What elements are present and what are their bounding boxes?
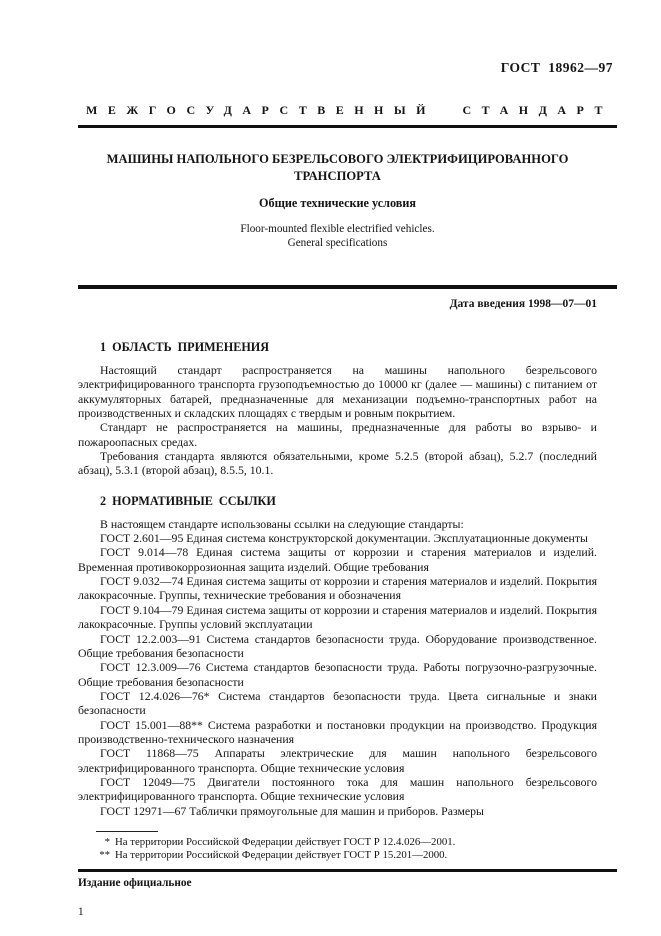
reference-item: ГОСТ 12971—67 Таблички прямоугольные для машин и приборов. Размеры: [100, 803, 484, 818]
reference-item: ГОСТ 12.4.026—76* Система стандартов безопасности труда. Цвета сигнальные и знаки безопасности: [78, 688, 597, 718]
reference-item: ГОСТ 12.3.009—76 Система стандартов безопасности труда. Работы погрузочно-разгрузочные. Общие требования безопасности: [78, 660, 597, 689]
reference-item: ГОСТ 9.104—79 Единая система защиты от коррозии и старения материалов и изделий. Покрытия лакокрасочные. Группы условий эксплуатации: [78, 602, 597, 632]
doc-number: ГОСТ 18962—97: [500, 60, 613, 75]
reference-item: ГОСТ 11868—75 Аппараты электрические для машин напольного безрельсового электрифицированного транспорта. Общие технические условия: [78, 746, 597, 775]
paragraph: Стандарт не распространяется на машины, предназначенные для работы во взрыво- и пожароопасных средах.: [78, 420, 597, 449]
paragraph: Требования стандарта являются обязательными, кроме 5.2.5 (второй абзац), 5.2.7 (последний абзац), 5.3.1 (второй абзац), 8.5.5, 10.1.: [78, 449, 597, 478]
paragraph: В настоящем стандарте использованы ссылки на следующие стандарты:: [100, 516, 464, 531]
header-rule: [78, 125, 617, 128]
effective-date: Дата введения 1998—07—01: [449, 298, 597, 310]
reference-item: ГОСТ 12.2.003—91 Система стандартов безопасности труда. Оборудование производственное. Общие требования безопасности: [78, 631, 597, 660]
reference-item: ГОСТ 12049—75 Двигатели постоянного тока для машин напольного безрельсового электрифицированного транспорта. Общие технические условия: [78, 774, 597, 804]
section-2-heading: 2 НОРМАТИВНЫЕ ССЫЛКИ: [100, 493, 276, 508]
subtitle-en-line: Floor-mounted flexible electrified vehicles.: [240, 223, 435, 235]
reference-item: ГОСТ 15.001—88** Система разработки и постановки продукции на производство. Продукция производственно-технического назначения: [78, 717, 597, 746]
footer-rule: [78, 869, 617, 872]
footnote: [78, 836, 597, 849]
mid-rule: [78, 285, 617, 289]
page-number: 1: [78, 906, 84, 919]
footnote: [78, 849, 597, 862]
reference-item: ГОСТ 9.032—74 Единая система защиты от коррозии и старения материалов и изделий. Покрытия лакокрасочные. Группы, технические требования и обозначения: [78, 574, 597, 603]
document-subtitle-english: [78, 223, 597, 250]
footnote-text: На территории Российской Федерации действует ГОСТ Р 15.201—2000.: [115, 848, 448, 861]
footnote-text: На территории Российской Федерации действует ГОСТ Р 12.4.026—2001.: [115, 835, 456, 848]
edition-note: Издание официальное: [78, 877, 192, 890]
section-1-heading: 1 ОБЛАСТЬ ПРИМЕНЕНИЯ: [100, 340, 270, 354]
reference-item: ГОСТ 2.601—95 Единая система конструкторской документации. Эксплуатационные документы: [100, 531, 588, 546]
footnotes: [78, 831, 597, 861]
footnote-marker: *: [104, 835, 110, 848]
section-2-body: [78, 517, 597, 818]
subtitle-en-line: General specifications: [287, 236, 388, 249]
footnote-marker: **: [99, 848, 110, 861]
standard-type-heading: МЕЖГОСУДАРСТВЕННЫЙ СТАНДАРТ: [86, 103, 613, 117]
document-subtitle: Общие технические условия: [259, 196, 416, 210]
paragraph: Настоящий стандарт распространяется на машины напольного безрельсового электрифицированного транспорта грузоподъемностью до 10000 кг (далее — машины) с питанием от аккумуляторных батарей, предназначенные для механизации подъемно-транспортных работ на производственных и складских площадях с твердым и ровным покрытием.: [78, 363, 597, 421]
footnote-separator-rule: [96, 831, 158, 832]
section-1-body: [78, 363, 597, 478]
document-title: МАШИНЫ НАПОЛЬНОГО БЕЗРЕЛЬСОВОГО ЭЛЕКТРИФИЦИРОВАННОГО ТРАНСПОРТА: [106, 152, 569, 183]
reference-item: ГОСТ 9.014—78 Единая система защиты от коррозии и старения материалов и изделий. Временная противокоррозионная защита изделий. Общие требования: [78, 545, 597, 574]
